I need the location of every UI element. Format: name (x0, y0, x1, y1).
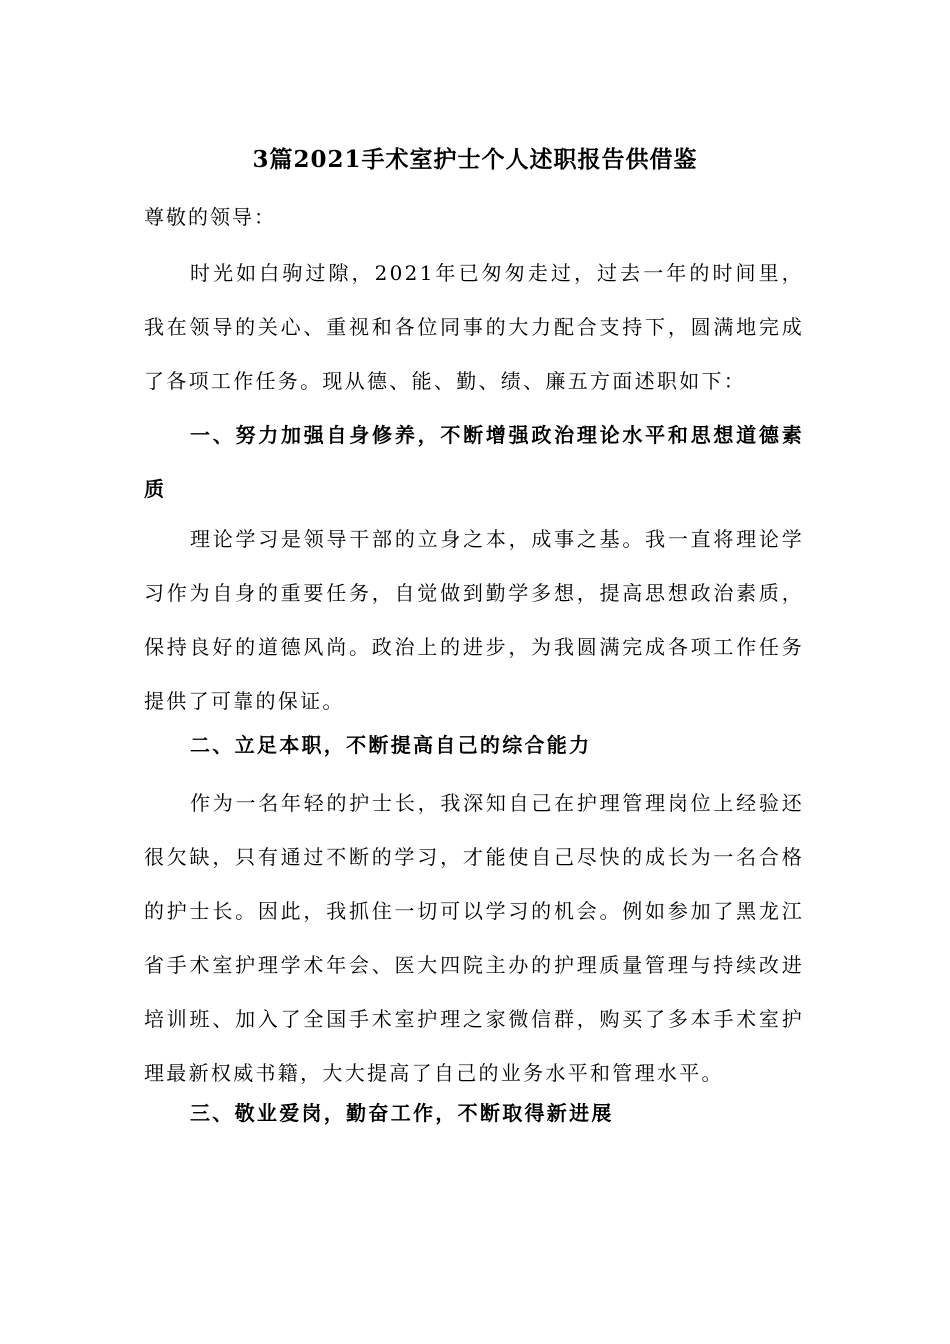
section-heading-1: 一、努力加强自身修养，不断增强政治理论水平和思想道德素质 (144, 423, 804, 501)
paragraph-theory-study: 理论学习是领导干部的立身之本，成事之基。我一直将理论学习作为自身的重要任务，自觉做到勤学多想，提高思想政治素质，保持良好的道德风尚。政治上的进步，为我圆满完成各项工作任务提供了可靠的保证。 (144, 527, 804, 713)
salutation: 尊敬的领导： (144, 205, 276, 229)
paragraph-ability: 作为一名年轻的护士长，我深知自己在护理管理岗位上经验还很欠缺，只有通过不断的学习，才能使自己尽快的成长为一名合格的护士长。因此，我抓住一切可以学习的机会。例如参加了黑龙江省手术室护理学术年会、医大四院主办的护理质量管理与持续改进培训班、加入了全国手术室护理之家微信群，购买了多本手术室护理最新权威书籍，大大提高了自己的业务水平和管理水平。 (144, 791, 804, 1085)
document-title: 3篇2021手术室护士个人述职报告供借鉴 (252, 146, 698, 173)
paragraph-intro: 时光如白驹过隙，2021年已匆匆走过，过去一年的时间里，我在领导的关心、重视和各位同事的大力配合支持下，圆满地完成了各项工作任务。现从德、能、勤、绩、廉五方面述职如下： (144, 261, 804, 393)
section-heading-3: 三、敬业爱岗，勤奋工作，不断取得新进展 (190, 1101, 614, 1125)
section-heading-2: 二、立足本职，不断提高自己的综合能力 (190, 733, 592, 757)
